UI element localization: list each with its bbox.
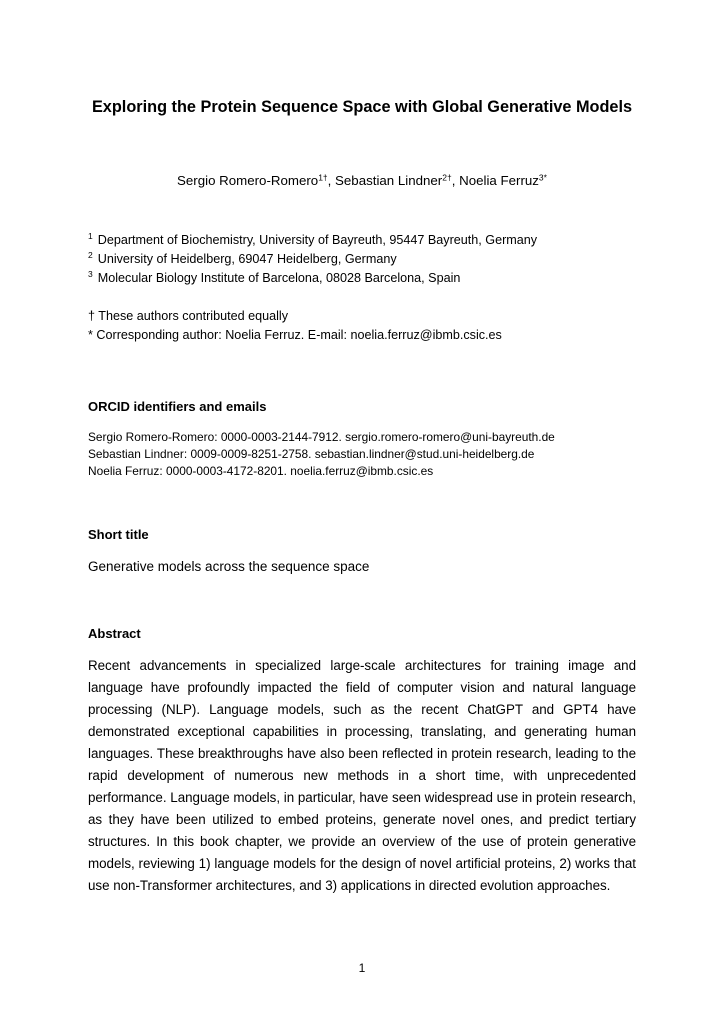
- affiliation-number: 1: [88, 231, 93, 242]
- orcid-line: Noelia Ferruz: 0000-0003-4172-8201. noelia.ferruz@ibmb.csic.es: [88, 464, 434, 478]
- affiliation-number: 2: [88, 250, 93, 261]
- affiliation-line: [88, 250, 397, 269]
- author-separator: ,: [451, 173, 460, 188]
- affiliation-text: Molecular Biology Institute of Barcelona, 08028 Barcelona, Spain: [97, 271, 461, 285]
- author-affiliation-mark: 1†: [318, 172, 328, 183]
- abstract-text: Recent advancements in specialized large-scale architectures for training image and language have profoundly impacted the field of computer vision and natural language processing (NLP). Language models, such as the recent ChatGPT and GPT4 have demonstrated exceptional capabilities in processing, translating, and generating human languages. These breakthroughs have also been reflected in protein research, leading to the rapid development of numerous new methods in a short time, with unprecedented performance. Language models, in particular, have seen widespread use in protein research, as they have been utilized to embed proteins, generate novel ones, and predict tertiary structures. In this book chapter, we provide an overview of the use of protein generative models, reviewing 1) language models for the design of novel artificial proteins, 2) works that use non-Transformer architectures, and 3) applications in directed evolution approaches.: [88, 658, 636, 893]
- author-affiliation-mark: 2†: [442, 172, 452, 183]
- orcid-line: Sergio Romero-Romero: 0000-0003-2144-7912. sergio.romero-romero@uni-bayreuth.de: [88, 430, 555, 444]
- affiliation-text: University of Heidelberg, 69047 Heidelberg, Germany: [97, 252, 397, 266]
- author-name: Sebastian Lindner: [335, 173, 443, 188]
- author-list: [0, 171, 724, 191]
- page-number: 1: [358, 961, 366, 975]
- abstract-heading: Abstract: [88, 626, 141, 641]
- affiliation-line: [88, 269, 460, 288]
- affiliation-text: Department of Biochemistry, University of Bayreuth, 95447 Bayreuth, Germany: [97, 233, 538, 247]
- affiliation-line: [88, 231, 537, 250]
- author-name: Sergio Romero-Romero: [177, 173, 319, 188]
- equal-contribution-note: † These authors contributed equally: [88, 309, 288, 323]
- corresponding-author-note: * Corresponding author: Noelia Ferruz. E-mail: noelia.ferruz@ibmb.csic.es: [88, 328, 502, 342]
- author-affiliation-mark: 3*: [538, 172, 547, 183]
- author-name: Noelia Ferruz: [459, 173, 539, 188]
- affiliation-number: 3: [88, 269, 93, 280]
- orcid-line: Sebastian Lindner: 0009-0009-8251-2758. sebastian.lindner@stud.uni-heidelberg.de: [88, 447, 535, 461]
- author-separator: ,: [327, 173, 336, 188]
- orcid-heading: ORCID identifiers and emails: [88, 399, 267, 414]
- short-title-heading: Short title: [88, 527, 149, 542]
- paper-title: Exploring the Protein Sequence Space with Global Generative Models: [91, 98, 633, 116]
- short-title-text: Generative models across the sequence space: [88, 559, 370, 574]
